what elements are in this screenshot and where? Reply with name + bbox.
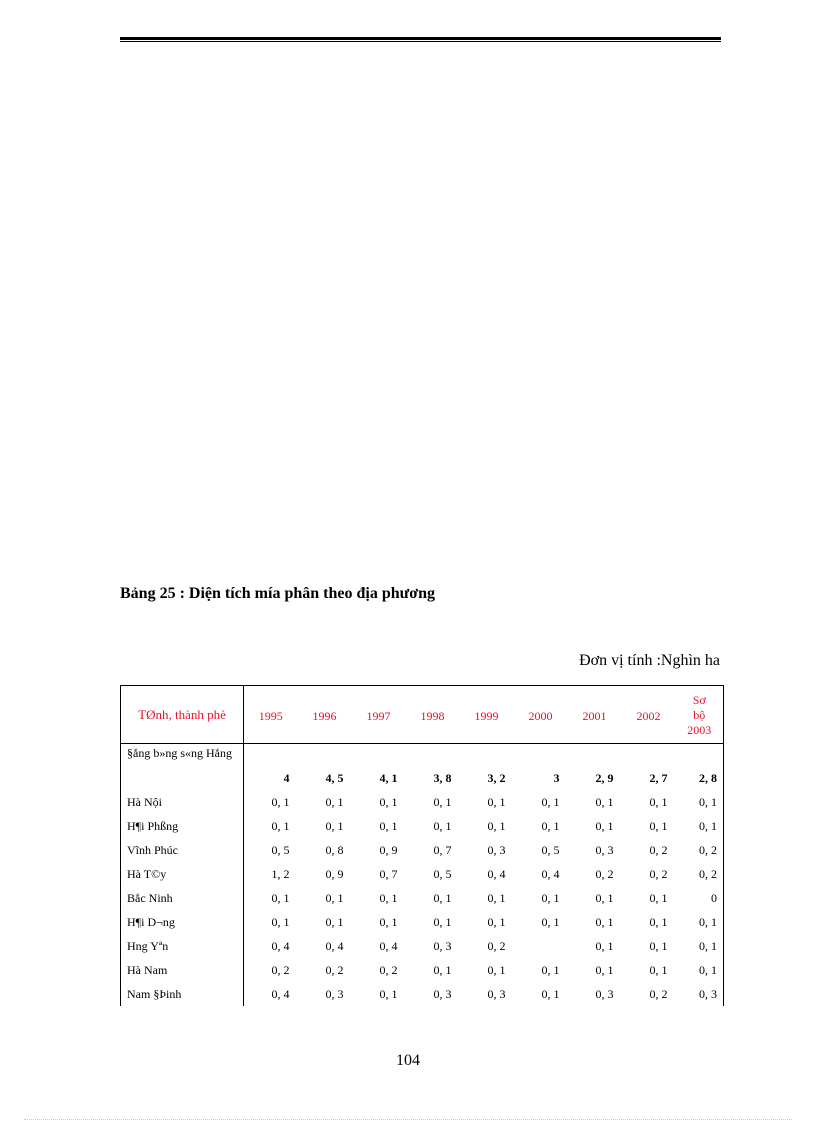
row-value: 0, 1 bbox=[487, 962, 506, 977]
row-value: 0, 1 bbox=[676, 790, 724, 814]
row-value: 0, 1 bbox=[433, 794, 452, 809]
row-name: Nam §Þinh bbox=[121, 982, 244, 1006]
row-value: 0, 3 bbox=[325, 986, 344, 1001]
header-rule-thick bbox=[120, 37, 721, 40]
row-value: 0, 1 bbox=[541, 890, 560, 905]
row-value bbox=[514, 934, 568, 958]
row-value: 0, 3 bbox=[433, 938, 452, 953]
header-rule bbox=[120, 37, 721, 43]
row-value: 0, 1 bbox=[271, 890, 290, 905]
row-value: 2, 7 bbox=[649, 771, 668, 785]
row-value: 0, 1 bbox=[379, 914, 398, 929]
table-row bbox=[121, 958, 724, 982]
header-preliminary-line: 2003 bbox=[687, 723, 712, 737]
row-name: H¶i D¬ng bbox=[121, 910, 244, 934]
row-value: 0, 1 bbox=[487, 914, 506, 929]
row-value: 2, 8 bbox=[676, 744, 724, 791]
header-year: 1999 bbox=[460, 686, 514, 744]
row-value: 0, 3 bbox=[676, 982, 724, 1006]
table-row bbox=[121, 790, 724, 814]
row-value: 0, 1 bbox=[541, 962, 560, 977]
row-value: 0, 1 bbox=[433, 890, 452, 905]
row-value: 0, 1 bbox=[649, 794, 668, 809]
row-value: 0, 3 bbox=[595, 986, 614, 1001]
unit-label: Đơn vị tính :Nghìn ha bbox=[579, 652, 720, 669]
row-value: 0, 1 bbox=[649, 914, 668, 929]
row-value: 0, 2 bbox=[649, 986, 668, 1001]
row-value: 0, 1 bbox=[676, 910, 724, 934]
row-value: 0, 1 bbox=[676, 958, 724, 982]
row-value: 4 bbox=[283, 771, 290, 785]
row-value: 0, 4 bbox=[271, 938, 290, 953]
row-value: 0, 1 bbox=[379, 986, 398, 1001]
row-value: 3 bbox=[553, 771, 560, 785]
row-value: 0, 5 bbox=[433, 866, 452, 881]
row-value: 0, 1 bbox=[649, 938, 668, 953]
header-year: 1996 bbox=[298, 686, 352, 744]
row-name: Hà T©y bbox=[121, 862, 244, 886]
row-value: 0, 1 bbox=[487, 818, 506, 833]
row-value: 0, 5 bbox=[541, 842, 560, 857]
row-value: 0, 2 bbox=[487, 938, 506, 953]
row-value: 0, 1 bbox=[541, 914, 560, 929]
row-value: 2, 9 bbox=[595, 771, 614, 785]
header-year: 2002 bbox=[622, 686, 676, 744]
table-title: Bảng 25 : Diện tích mía phân theo địa phương bbox=[120, 585, 435, 602]
row-name: §ắng b»ng s«ng Hắng bbox=[121, 744, 244, 791]
row-value: 0, 2 bbox=[271, 962, 290, 977]
table-row bbox=[121, 862, 724, 886]
row-value: 4, 1 bbox=[379, 771, 398, 785]
row-value: 0, 1 bbox=[595, 938, 614, 953]
row-value: 0, 1 bbox=[649, 818, 668, 833]
row-value: 0, 1 bbox=[541, 794, 560, 809]
row-value: 0, 1 bbox=[541, 986, 560, 1001]
row-value: 0, 1 bbox=[379, 890, 398, 905]
row-value: 0, 1 bbox=[595, 818, 614, 833]
row-value: 0, 5 bbox=[271, 842, 290, 857]
row-value: 0, 1 bbox=[325, 818, 344, 833]
header-year: 2000 bbox=[514, 686, 568, 744]
row-value: 0, 1 bbox=[649, 890, 668, 905]
row-value: 3, 2 bbox=[487, 771, 506, 785]
row-value: 0, 1 bbox=[271, 818, 290, 833]
row-value: 0, 1 bbox=[271, 914, 290, 929]
row-value: 0, 2 bbox=[676, 862, 724, 886]
row-name: Hà Nội bbox=[121, 790, 244, 814]
row-value: 0, 3 bbox=[433, 986, 452, 1001]
row-value: 0, 1 bbox=[379, 818, 398, 833]
row-value: 0, 1 bbox=[487, 890, 506, 905]
row-name: Hà Nam bbox=[121, 958, 244, 982]
row-name: Vĩnh Phúc bbox=[121, 838, 244, 862]
row-value: 0, 4 bbox=[379, 938, 398, 953]
row-value: 0, 1 bbox=[325, 890, 344, 905]
row-value: 0, 1 bbox=[325, 914, 344, 929]
header-preliminary-2003 bbox=[676, 686, 724, 744]
row-value: 0, 9 bbox=[325, 866, 344, 881]
row-value: 0, 1 bbox=[595, 794, 614, 809]
row-value: 0, 7 bbox=[433, 842, 452, 857]
row-value: 0, 1 bbox=[433, 818, 452, 833]
row-value: 0, 2 bbox=[595, 866, 614, 881]
table-row bbox=[121, 886, 724, 910]
row-value: 0, 1 bbox=[676, 934, 724, 958]
row-value: 0, 4 bbox=[541, 866, 560, 881]
header-rule-thin bbox=[120, 41, 721, 42]
header-year: 1997 bbox=[352, 686, 406, 744]
row-value: 0, 1 bbox=[595, 890, 614, 905]
sugarcane-area-table bbox=[120, 685, 724, 1006]
row-value: 0, 1 bbox=[541, 818, 560, 833]
row-value: 0, 1 bbox=[487, 794, 506, 809]
row-value: 0, 7 bbox=[379, 866, 398, 881]
row-value: 4, 5 bbox=[325, 771, 344, 785]
row-value: 0, 1 bbox=[649, 962, 668, 977]
table-row bbox=[121, 744, 724, 791]
header-year: 1995 bbox=[244, 686, 298, 744]
row-value: 0, 2 bbox=[379, 962, 398, 977]
row-value: 0, 8 bbox=[325, 842, 344, 857]
header-year: 1998 bbox=[406, 686, 460, 744]
row-value: 0, 1 bbox=[433, 962, 452, 977]
row-value: 3, 8 bbox=[433, 771, 452, 785]
row-value: 1, 2 bbox=[271, 866, 290, 881]
row-value: 0, 1 bbox=[325, 794, 344, 809]
row-value: 0, 1 bbox=[595, 962, 614, 977]
row-value: 0, 4 bbox=[487, 866, 506, 881]
row-value: 0, 2 bbox=[325, 962, 344, 977]
row-value: 0, 3 bbox=[487, 986, 506, 1001]
table-row bbox=[121, 838, 724, 862]
page-bottom-dotted-line bbox=[24, 1119, 792, 1120]
header-year: 2001 bbox=[568, 686, 622, 744]
row-value: 0, 3 bbox=[487, 842, 506, 857]
row-name: Bắc Ninh bbox=[121, 886, 244, 910]
row-value: 0, 1 bbox=[271, 794, 290, 809]
row-value: 0, 4 bbox=[325, 938, 344, 953]
row-value: 0, 3 bbox=[595, 842, 614, 857]
row-value: 0, 2 bbox=[649, 866, 668, 881]
row-value: 0, 4 bbox=[271, 986, 290, 1001]
table-header-row bbox=[121, 686, 724, 744]
table-row bbox=[121, 934, 724, 958]
row-value: 0, 2 bbox=[649, 842, 668, 857]
row-name: Hng Yªn bbox=[121, 934, 244, 958]
row-value: 0, 1 bbox=[433, 914, 452, 929]
header-province: TØnh, thành phè bbox=[121, 686, 244, 744]
row-value: 0, 1 bbox=[379, 794, 398, 809]
header-preliminary-line: bộ bbox=[693, 708, 706, 722]
table-row bbox=[121, 814, 724, 838]
row-value: 0 bbox=[676, 886, 724, 910]
row-value: 0, 9 bbox=[379, 842, 398, 857]
row-name: H¶i Phßng bbox=[121, 814, 244, 838]
header-preliminary-line: Sơ bbox=[692, 693, 706, 707]
row-value: 0, 1 bbox=[595, 914, 614, 929]
row-value: 0, 1 bbox=[676, 814, 724, 838]
table-row bbox=[121, 910, 724, 934]
table-row bbox=[121, 982, 724, 1006]
row-value: 0, 2 bbox=[676, 838, 724, 862]
page-number: 104 bbox=[396, 1052, 420, 1069]
